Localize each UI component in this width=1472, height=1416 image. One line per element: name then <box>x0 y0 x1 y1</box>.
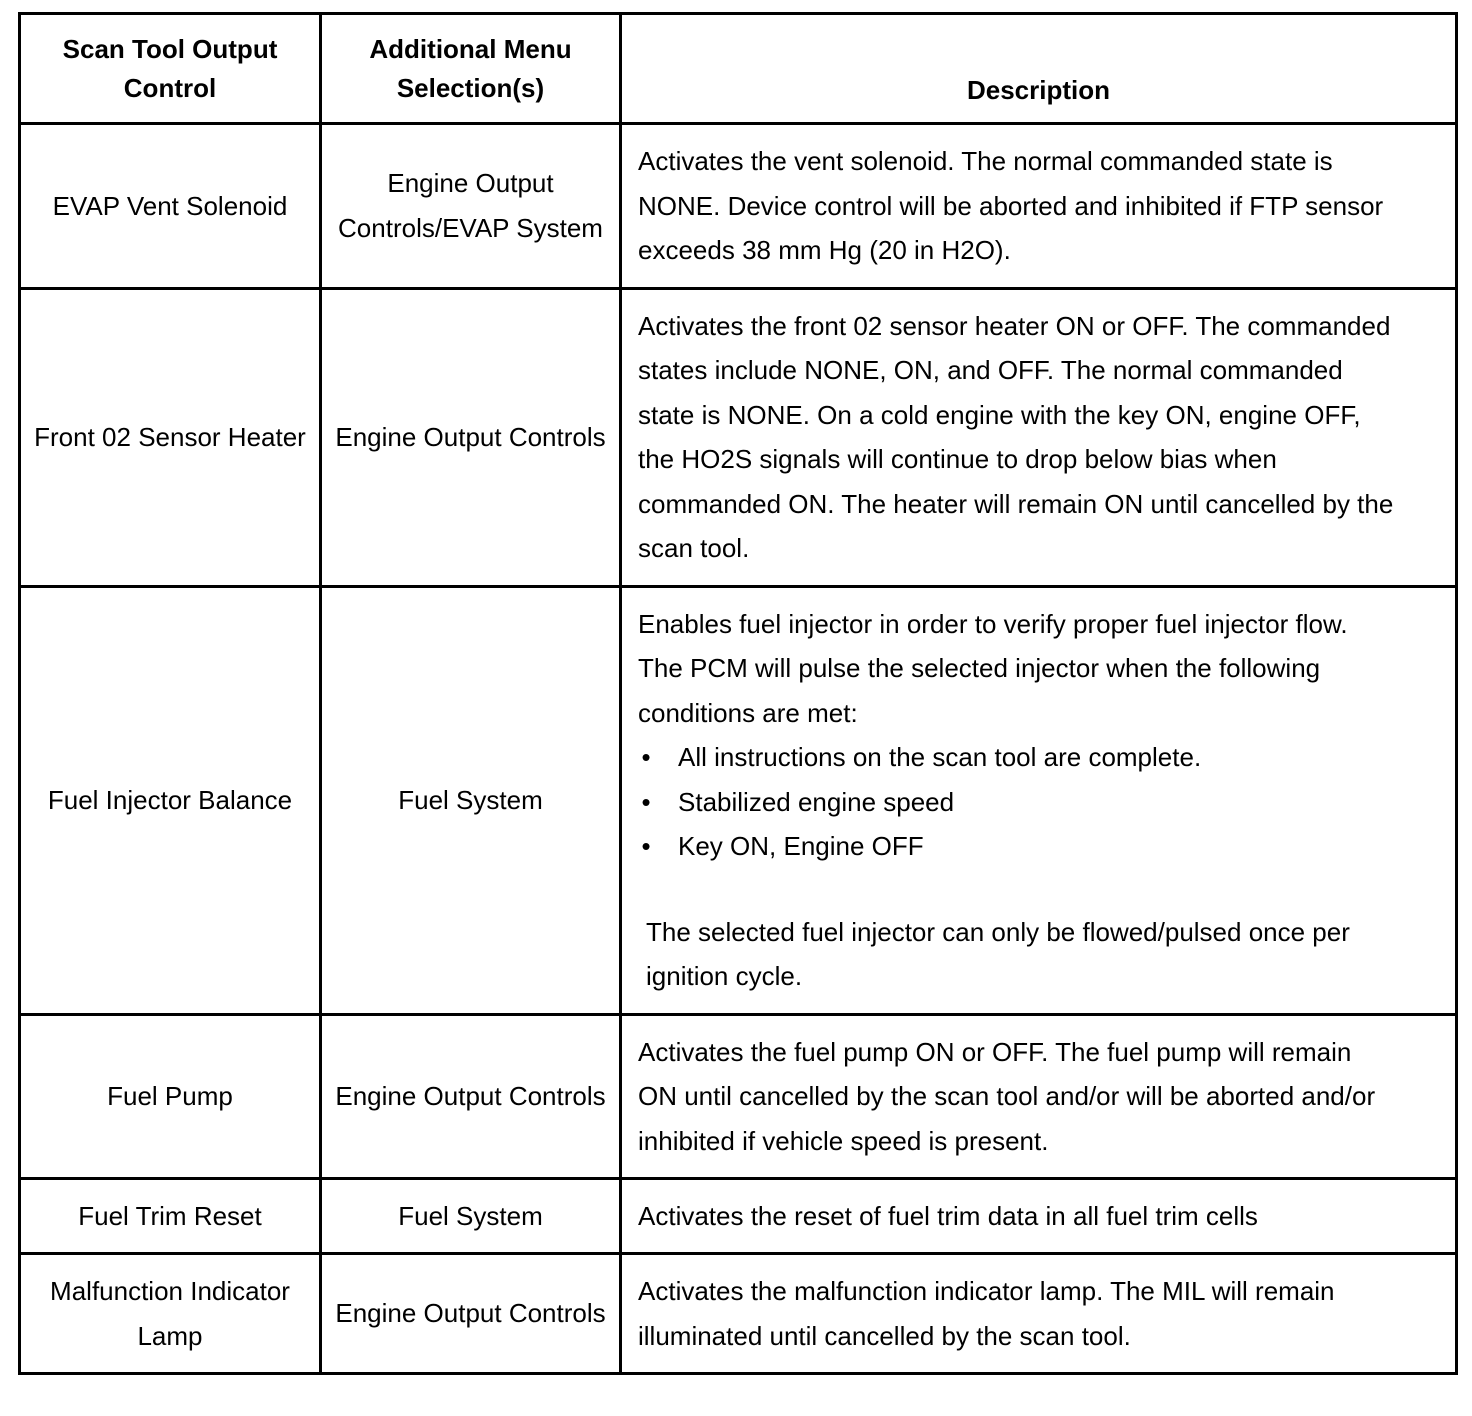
spacer <box>638 869 1395 910</box>
table-row <box>20 586 1457 1014</box>
description-note: The selected fuel injector can only be flowed/pulsed once per ignition cycle. <box>646 916 1350 991</box>
table-row <box>20 1014 1457 1179</box>
menu-cell: Engine Output Controls <box>321 288 621 586</box>
list-item-text: All instructions on the scan tool are complete. <box>678 742 1202 772</box>
control-cell: Malfunction Indicator Lamp <box>20 1254 321 1374</box>
description-cell: Activates the reset of fuel trim data in all fuel trim cells <box>621 1179 1457 1254</box>
header-description: Description <box>621 14 1457 124</box>
table-row <box>20 1254 1457 1374</box>
bullet-icon: • <box>641 831 651 861</box>
list-item <box>638 780 1395 825</box>
list-item <box>638 824 1395 869</box>
table-header <box>20 14 1457 124</box>
header-scan-tool-output-control: Scan Tool Output Control <box>20 14 321 124</box>
bullet-icon: • <box>641 786 651 817</box>
scan-tool-output-table <box>18 12 1458 1375</box>
control-cell: Front 02 Sensor Heater <box>20 288 321 586</box>
description-cell: Activates the malfunction indicator lamp. The MIL will remain illuminated until cancelled by the scan tool. <box>621 1254 1457 1374</box>
menu-cell: Engine Output Controls <box>321 1014 621 1179</box>
control-cell: EVAP Vent Solenoid <box>20 124 321 289</box>
list-item-text: Key ON, Engine OFF <box>678 831 924 861</box>
description-intro: Enables fuel injector in order to verify proper fuel injector flow. The PCM will pulse the selected injector when the following conditions are met: <box>638 608 1348 728</box>
description-cell: Activates the vent solenoid. The normal commanded state is NONE. Device control will be aborted and inhibited if FTP sensor exceeds 38 mm Hg (20 in H2O). <box>621 124 1457 289</box>
header-additional-menu-selections: Additional Menu Selection(s) <box>321 14 621 124</box>
menu-cell: Fuel System <box>321 586 621 1014</box>
table-row <box>20 1179 1457 1254</box>
description-cell: Activates the front 02 sensor heater ON or OFF. The commanded states include NONE, ON, and OFF. The normal commanded state is NONE. On a cold engine with the key ON, engine OFF, the HO2S signals will continue to drop below bias when commanded ON. The heater will remain ON until cancelled by the scan tool. <box>621 288 1457 586</box>
description-cell <box>621 586 1457 1014</box>
control-cell: Fuel Trim Reset <box>20 1179 321 1254</box>
table-body <box>20 124 1457 1374</box>
table-row <box>20 124 1457 289</box>
menu-cell: Fuel System <box>321 1179 621 1254</box>
bullet-icon: • <box>641 742 651 772</box>
control-cell: Fuel Pump <box>20 1014 321 1179</box>
table-row <box>20 288 1457 586</box>
list-item-text: Stabilized engine speed <box>678 786 955 817</box>
header-row <box>20 14 1457 124</box>
menu-cell: Engine Output Controls/EVAP System <box>321 124 621 289</box>
description-cell: Activates the fuel pump ON or OFF. The fuel pump will remain ON until cancelled by the scan tool and/or will be aborted and/or inhibited if vehicle speed is present. <box>621 1014 1457 1179</box>
control-cell: Fuel Injector Balance <box>20 586 321 1014</box>
list-item <box>638 735 1395 780</box>
conditions-list <box>638 735 1395 869</box>
menu-cell: Engine Output Controls <box>321 1254 621 1374</box>
